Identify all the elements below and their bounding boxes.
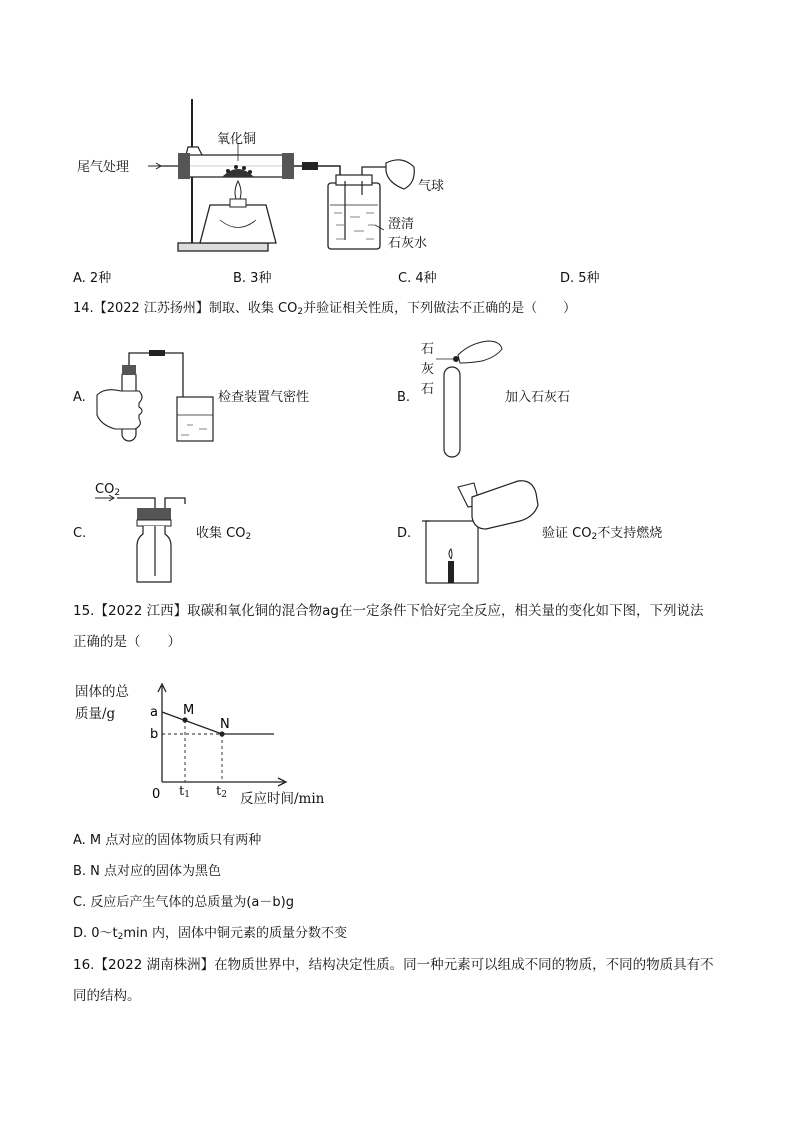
point-n-label: N	[220, 717, 230, 732]
chart-xlabel: 反应时间/min	[240, 791, 325, 807]
label-limewater-2: 石灰水	[388, 236, 428, 251]
q14-option-d-figure	[420, 477, 540, 587]
label-pre: 验证 CO	[542, 526, 592, 541]
q14-option-b-figure	[436, 335, 506, 460]
q15-stem-line2: 正确的是（ ）	[73, 634, 181, 650]
q15-stem-line1: 取碳和氧化铜的混合物ag在一定条件下恰好完全反应，相关量的变化如下图，下列说法	[187, 603, 704, 619]
q13-option-b: B. 3种	[233, 271, 272, 286]
label-post: 不支持燃烧	[597, 526, 663, 541]
q15-option-d	[73, 925, 347, 946]
stand-base	[178, 243, 268, 251]
chart-tick-t2	[216, 784, 227, 800]
series-line	[162, 712, 274, 734]
label-balloon: 气球	[418, 179, 445, 194]
q16-source: 【2022 湖南株洲】	[94, 957, 215, 973]
upright-test-tube	[444, 367, 460, 457]
label-sub: 2	[591, 532, 598, 542]
q15-option-b: B. N 点对应的固体为黑色	[73, 864, 222, 879]
q14-option-a-label: 检查装置气密性	[218, 390, 310, 405]
gas-sub: 2	[114, 488, 121, 498]
point-n	[219, 731, 224, 736]
chart-tick-t1	[179, 784, 190, 800]
candle	[448, 561, 454, 583]
beaker	[177, 397, 213, 441]
q14-option-c-letter: C.	[73, 526, 87, 541]
t1-sub: 1	[184, 790, 190, 800]
q14-option-a-figure	[95, 345, 225, 445]
airtightness-drawing	[95, 345, 225, 445]
balloon	[386, 160, 414, 189]
bottle-stopper	[137, 508, 171, 520]
collect-co2-drawing	[95, 490, 195, 585]
q13-option-c: C. 4种	[398, 271, 437, 286]
q15-stem	[73, 596, 723, 658]
alcohol-lamp	[200, 205, 276, 243]
gas-pre: CO	[95, 482, 115, 497]
q14-stem-sub: 2	[297, 307, 304, 317]
q16-stem-line2: 同的结构。	[73, 988, 141, 1004]
q16-stem-line1: 在物质世界中，结构决定性质。同一种元素可以组成不同的物质，不同的物质具有不	[214, 957, 714, 973]
d-sub: 2	[117, 932, 124, 942]
point-m	[182, 717, 187, 722]
origin-label: 0	[152, 787, 161, 802]
q14-option-b-letter: B.	[397, 390, 411, 405]
label-copper-oxide: 氧化铜	[217, 132, 257, 147]
side-char-3: 石	[421, 382, 435, 397]
tick-b: b	[150, 727, 159, 742]
q14-stem	[73, 300, 576, 321]
q15-chart	[70, 680, 350, 810]
q14-option-d-letter: D.	[397, 526, 412, 541]
q15-source: 【2022 江西】	[94, 603, 188, 619]
q15-option-a: A. M 点对应的固体物质只有两种	[73, 833, 262, 848]
chart-ylabel-2: 质量/g	[75, 706, 116, 722]
side-char-1: 石	[421, 342, 435, 357]
q16-number: 16.	[73, 957, 95, 973]
q14-option-b-side-label	[421, 340, 437, 400]
tick-a: a	[150, 705, 158, 720]
label-tail-gas: 尾气处理	[77, 160, 130, 175]
t2-sub: 2	[221, 790, 227, 800]
q13-apparatus-figure	[70, 95, 470, 260]
hand	[97, 390, 142, 429]
hand-with-tweezers	[458, 341, 502, 363]
q14-option-c-label	[196, 525, 251, 546]
label-limewater-1: 澄清	[388, 217, 415, 232]
q14-option-a-letter: A.	[73, 390, 86, 405]
q14-option-d-label	[542, 525, 662, 546]
chart-ylabel-1: 固体的总	[75, 684, 129, 700]
q15-option-c: C. 反应后产生气体的总质量为(a－b)g	[73, 895, 294, 910]
label-pre: 收集 CO	[196, 526, 246, 541]
candle-test-drawing	[420, 477, 540, 587]
q14-stem-post: 并验证相关性质，下列做法不正确的是（ ）	[303, 301, 577, 316]
point-m-label: M	[183, 703, 195, 718]
gas-bottle	[137, 526, 171, 582]
q14-option-c-figure	[95, 490, 195, 585]
co2-jar	[472, 481, 538, 529]
q14-stem-pre: 制取、收集 CO	[208, 301, 298, 316]
q13-option-a: A. 2种	[73, 271, 112, 286]
q15-number: 15.	[73, 603, 95, 619]
label-sub: 2	[245, 532, 252, 542]
t2-main: t	[216, 784, 222, 799]
left-stopper	[178, 153, 190, 179]
add-limestone-drawing	[436, 335, 506, 460]
d-post: min 内，固体中铜元素的质量分数不变	[123, 926, 348, 941]
q14-option-b-label: 加入石灰石	[505, 390, 571, 405]
t1-main: t	[179, 784, 185, 799]
d-pre: D. 0～t	[73, 926, 118, 941]
q14-number: 14.	[73, 301, 94, 316]
q16-stem	[73, 950, 733, 1012]
q13-option-d: D. 5种	[560, 271, 600, 286]
right-stopper	[282, 153, 294, 179]
q14-source: 【2022 江苏扬州】	[93, 301, 209, 316]
side-char-2: 灰	[421, 362, 435, 377]
